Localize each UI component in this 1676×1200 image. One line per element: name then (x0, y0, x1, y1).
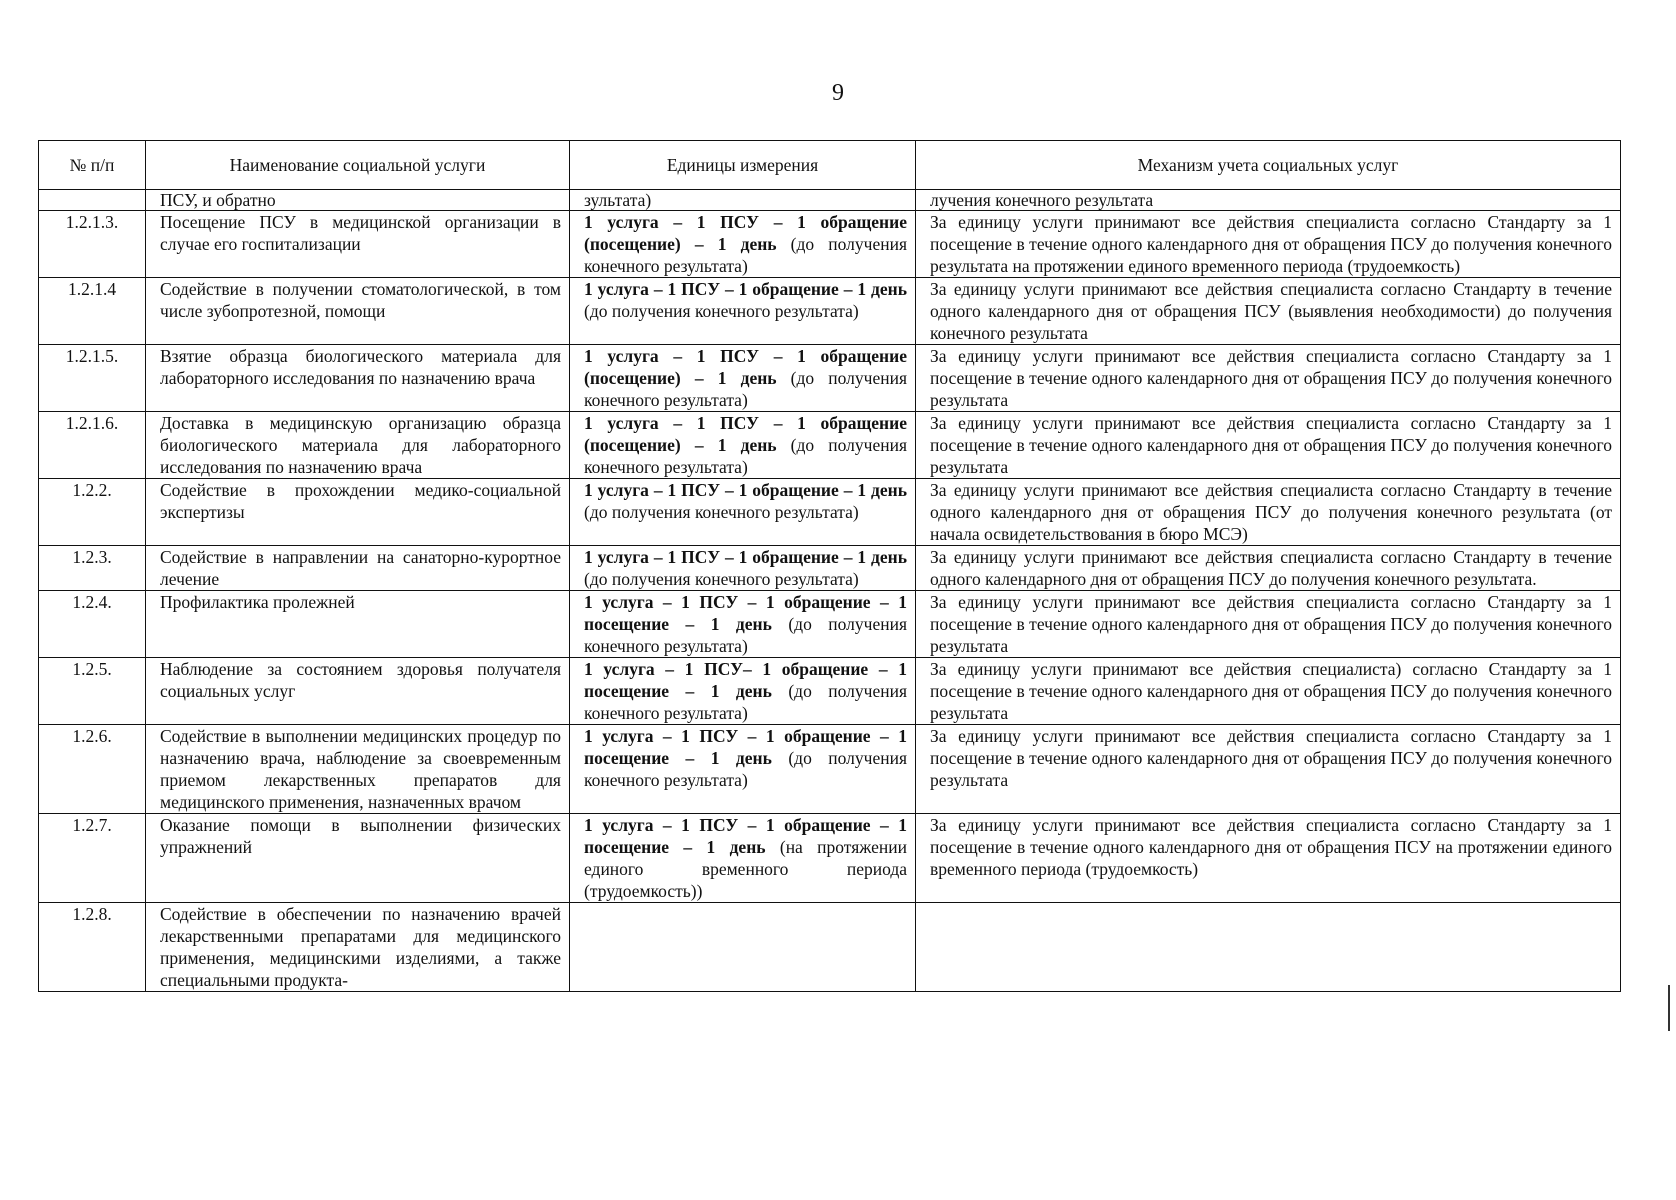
table-row (39, 211, 1621, 278)
cell-unit (570, 546, 916, 591)
unit-plain-text: (до получения конечного результата) (584, 234, 907, 276)
table-row (39, 278, 1621, 345)
table-row-continued (39, 190, 1621, 211)
cell-unit (570, 658, 916, 725)
cell-mechanism: лучения конечного результата (916, 190, 1621, 211)
cell-unit (570, 479, 916, 546)
cell-unit (570, 725, 916, 814)
cell-num: 1.2.3. (39, 546, 146, 591)
unit-bold-text: 1 услуга – 1 ПСУ – 1 обращение – 1 посещение – 1 день (584, 815, 907, 857)
cell-mechanism: За единицу услуги принимают все действия специалиста) согласно Стандарту за 1 посещение в течение одного календарного дня от обращения ПСУ до получения конечного результата (916, 658, 1621, 725)
table-row (39, 725, 1621, 814)
cell-unit (570, 903, 916, 992)
cell-num: 1.2.5. (39, 658, 146, 725)
unit-plain-text: (до получения конечного результата) (584, 502, 859, 522)
header-unit: Единицы измерения (570, 141, 916, 190)
unit-plain-text: (до получения конечного результата) (584, 569, 859, 589)
cell-mechanism: За единицу услуги принимают все действия специалиста согласно Стандарту за 1 посещение в течение одного календарного дня от обращения ПСУ до получения конечного результата (916, 412, 1621, 479)
cell-name: Содействие в получении стоматологической, в том числе зубопротезной, помощи (146, 278, 570, 345)
cell-num: 1.2.7. (39, 814, 146, 903)
cell-name: Доставка в медицинскую организацию образца биологического материала для лабораторного исследования по назначению врача (146, 412, 570, 479)
cell-unit (570, 345, 916, 412)
unit-bold-text: 1 услуга – 1 ПСУ – 1 обращение – 1 день (584, 279, 907, 299)
unit-plain-text: (на протяжении единого временного периода (трудоемкость)) (584, 837, 907, 901)
table-row (39, 412, 1621, 479)
cell-unit (570, 814, 916, 903)
unit-plain-text: (до получения конечного результата) (584, 681, 908, 723)
unit-plain-text: (до получения конечного результата) (584, 368, 907, 410)
cell-mechanism: За единицу услуги принимают все действия специалиста согласно Стандарту в течение одного календарного дня от обращения ПСУ до получения конечного результата (от начала освидетельствования в бюро МСЭ) (916, 479, 1621, 546)
header-mechanism: Механизм учета социальных услуг (916, 141, 1621, 190)
cell-mechanism: За единицу услуги принимают все действия специалиста согласно Стандарту в течение одного календарного дня от обращения ПСУ до получения конечного результата. (916, 546, 1621, 591)
cell-mechanism (916, 903, 1621, 992)
cell-name: Содействие в направлении на санаторно-курортное лечение (146, 546, 570, 591)
table-row (39, 903, 1621, 992)
table-row (39, 658, 1621, 725)
cell-name: Содействие в прохождении медико-социальной экспертизы (146, 479, 570, 546)
cell-mechanism: За единицу услуги принимают все действия специалиста согласно Стандарту в течение одного календарного дня от обращения ПСУ (выявления необходимости) до получения конечного результата (916, 278, 1621, 345)
unit-plain-text: (до получения конечного результата) (584, 614, 908, 656)
unit-bold-text: 1 услуга – 1 ПСУ – 1 обращение (посещение) – 1 день (584, 413, 907, 455)
cell-name: Наблюдение за состоянием здоровья получателя социальных услуг (146, 658, 570, 725)
cell-num: 1.2.1.6. (39, 412, 146, 479)
cell-name: Взятие образца биологического материала для лабораторного исследования по назначению врача (146, 345, 570, 412)
cell-name: Содействие в выполнении медицинских процедур по назначению врача, наблюдение за своевременным приемом лекарственных препаратов для медицинского применения, назначенных врачом (146, 725, 570, 814)
cell-num: 1.2.2. (39, 479, 146, 546)
cell-mechanism: За единицу услуги принимают все действия специалиста согласно Стандарту за 1 посещение в течение одного календарного дня от обращения ПСУ на протяжении единого временного периода (трудоемкость) (916, 814, 1621, 903)
cell-unit (570, 591, 916, 658)
table-row (39, 591, 1621, 658)
cell-mechanism: За единицу услуги принимают все действия специалиста согласно Стандарту за 1 посещение в течение одного календарного дня от обращения ПСУ до получения конечного результата (916, 591, 1621, 658)
scan-margin-mark (1668, 985, 1670, 1031)
services-table (38, 140, 1621, 992)
cell-num: 1.2.1.4 (39, 278, 146, 345)
cell-unit (570, 278, 916, 345)
cell-num: 1.2.1.3. (39, 211, 146, 278)
unit-bold-text: 1 услуга – 1 ПСУ – 1 обращение – 1 день (584, 480, 907, 500)
unit-bold-text: 1 услуга – 1 ПСУ – 1 обращение – 1 посещение – 1 день (584, 592, 907, 634)
table-row (39, 546, 1621, 591)
unit-bold-text: 1 услуга – 1 ПСУ – 1 обращение (посещение) – 1 день (584, 212, 907, 254)
cell-name: Оказание помощи в выполнении физических упражнений (146, 814, 570, 903)
cell-num: 1.2.8. (39, 903, 146, 992)
cell-name: Посещение ПСУ в медицинской организации в случае его госпитализации (146, 211, 570, 278)
cell-name: Содействие в обеспечении по назначению врачей лекарственными препаратами для медицинского применения, медицинскими изделиями, а также специальными продукта- (146, 903, 570, 992)
table-row (39, 479, 1621, 546)
cell-name: Профилактика пролежней (146, 591, 570, 658)
unit-bold-text: 1 услуга – 1 ПСУ – 1 обращение – 1 день (584, 547, 907, 567)
cell-unit (570, 412, 916, 479)
cell-num (39, 190, 146, 211)
cell-num: 1.2.6. (39, 725, 146, 814)
cell-num: 1.2.4. (39, 591, 146, 658)
cell-mechanism: За единицу услуги принимают все действия специалиста согласно Стандарту за 1 посещение в течение одного календарного дня от обращения ПСУ до получения конечного результата (916, 345, 1621, 412)
unit-bold-text: 1 услуга – 1 ПСУ – 1 обращение (посещение) – 1 день (584, 346, 907, 388)
unit-plain-text: (до получения конечного результата) (584, 748, 908, 790)
unit-bold-text: 1 услуга – 1 ПСУ– 1 обращение – 1 посещение – 1 день (584, 659, 907, 701)
table-row (39, 345, 1621, 412)
table-row (39, 814, 1621, 903)
unit-plain-text: (до получения конечного результата) (584, 301, 859, 321)
cell-mechanism: За единицу услуги принимают все действия специалиста согласно Стандарту за 1 посещение в течение одного календарного дня от обращения ПСУ до получения конечного результата (916, 725, 1621, 814)
header-num: № п/п (39, 141, 146, 190)
cell-name: ПСУ, и обратно (146, 190, 570, 211)
table-header-row (39, 141, 1621, 190)
cell-unit: зультата) (570, 190, 916, 211)
unit-bold-text: 1 услуга – 1 ПСУ – 1 обращение – 1 посещение – 1 день (584, 726, 907, 768)
page-number: 9 (832, 80, 844, 106)
cell-mechanism: За единицу услуги принимают все действия специалиста согласно Стандарту за 1 посещение в течение одного календарного дня от обращения ПСУ до получения конечного результата на протяжении единого временного периода (трудоемкость) (916, 211, 1621, 278)
header-name: Наименование социальной услуги (146, 141, 570, 190)
cell-unit (570, 211, 916, 278)
unit-plain-text: (до получения конечного результата) (584, 435, 907, 477)
cell-num: 1.2.1.5. (39, 345, 146, 412)
